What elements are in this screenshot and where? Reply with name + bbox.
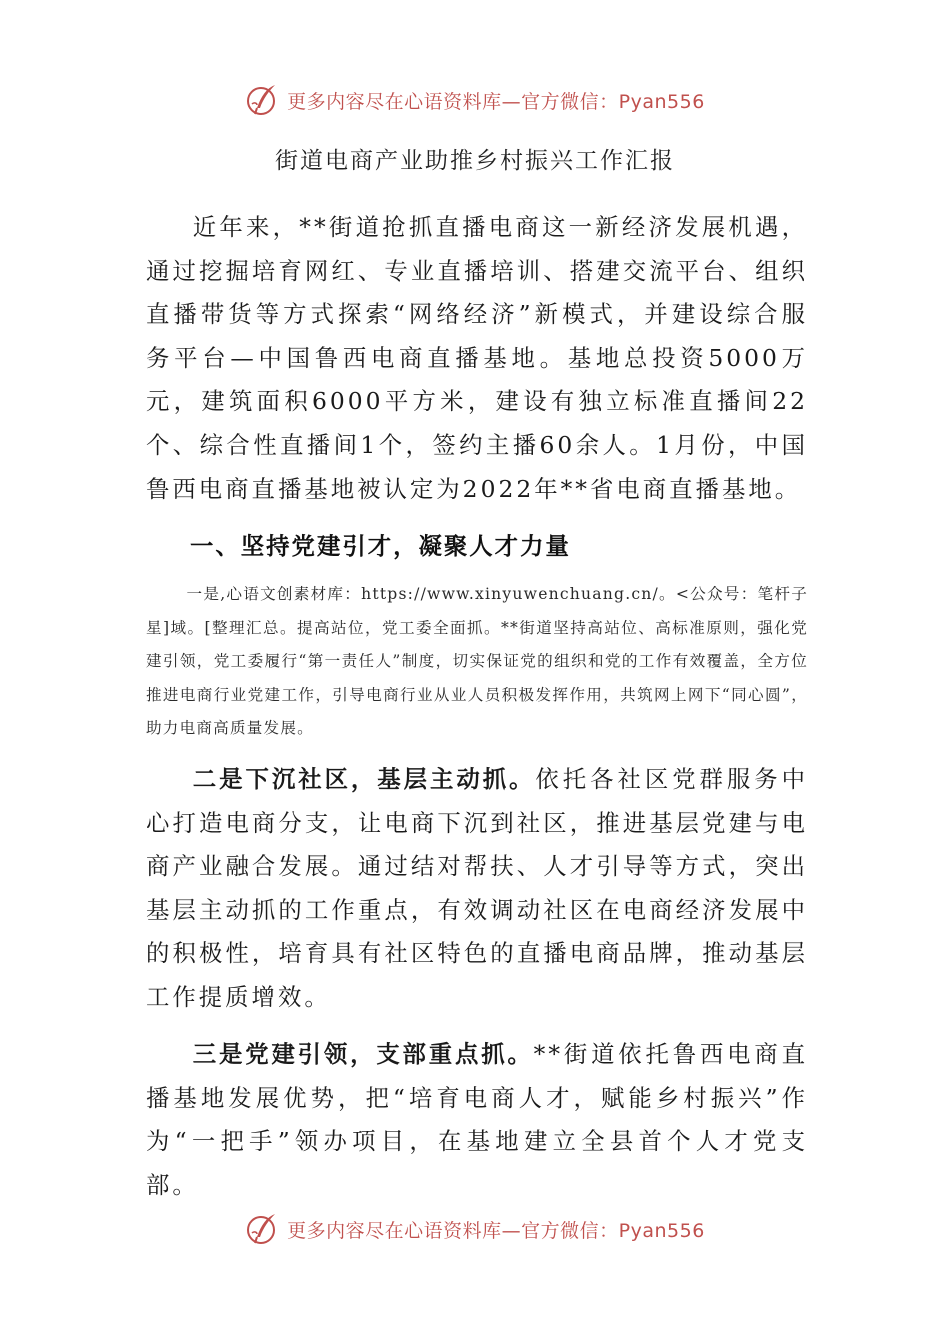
- point-one-paragraph: 一是,心语文创素材库：https://www.xinyuwenchuang.cn/。<公众号：笔杆子星]域。[整理汇总。提高站位，党工委全面抓。**街道坚持高站位、高标准原则，强化党建引领，党工委履行“第一责任人”制度，切实保证党的组织和党的工作有效覆盖，全方位推进电商行业党建工作，引导电商行业从业人员积极发挥作用，共筑网上网下“同心圆”，助力电商高质量发展。: [146, 585, 808, 737]
- page-title: 街道电商产业助推乡村振兴工作汇报: [275, 148, 675, 174]
- point-one-section: [146, 578, 808, 746]
- section-heading: 一、坚持党建引才，凝聚人才力量: [190, 532, 571, 560]
- intro-section: [146, 206, 808, 511]
- point-three-section: [146, 1033, 808, 1207]
- point-two-lead: 二是下沉社区，基层主动抓。: [192, 765, 536, 793]
- point-two-section: [146, 758, 808, 1020]
- quill-logo-icon: [245, 1211, 281, 1247]
- point-three-body: **街道依托鲁西电商直播基地发展优势，把“培育电商人才，赋能乡村振兴”作为“一把手”领办项目，在基地建立全县首个人才党支部。: [146, 1040, 808, 1199]
- point-two-body: 依托各社区党群服务中心打造电商分支，让电商下沉到社区，推进基层党建与电商产业融合发展。通过结对帮扶、人才引导等方式，突出基层主动抓的工作重点，有效调动社区在电商经济发展中的积极性，培育具有社区特色的直播电商品牌，推动基层工作提质增效。: [146, 765, 809, 1011]
- banner-text: 更多内容尽在心语资料库—官方微信：Pyan556: [287, 90, 705, 113]
- intro-paragraph: 近年来，**街道抢抓直播电商这一新经济发展机遇，通过挖掘培育网红、专业直播培训、搭建交流平台、组织直播带货等方式探索“网络经济”新模式，并建设综合服务平台—中国鲁西电商直播基地。基地总投资5000万元，建筑面积6000平方米，建设有独立标准直播间22个、综合性直播间1个，签约主播60余人。1月份，中国鲁西电商直播基地被认定为2022年**省电商直播基地。: [146, 213, 808, 503]
- quill-logo-icon: [245, 82, 281, 118]
- banner-text: 更多内容尽在心语资料库—官方微信：Pyan556: [287, 1219, 705, 1242]
- point-two-paragraph: [146, 758, 808, 1020]
- footer-watermark-banner: [0, 1209, 950, 1249]
- point-three-paragraph: [146, 1033, 808, 1207]
- point-three-lead: 三是党建引领，支部重点抓。: [192, 1040, 534, 1068]
- header-watermark-banner: [0, 80, 950, 120]
